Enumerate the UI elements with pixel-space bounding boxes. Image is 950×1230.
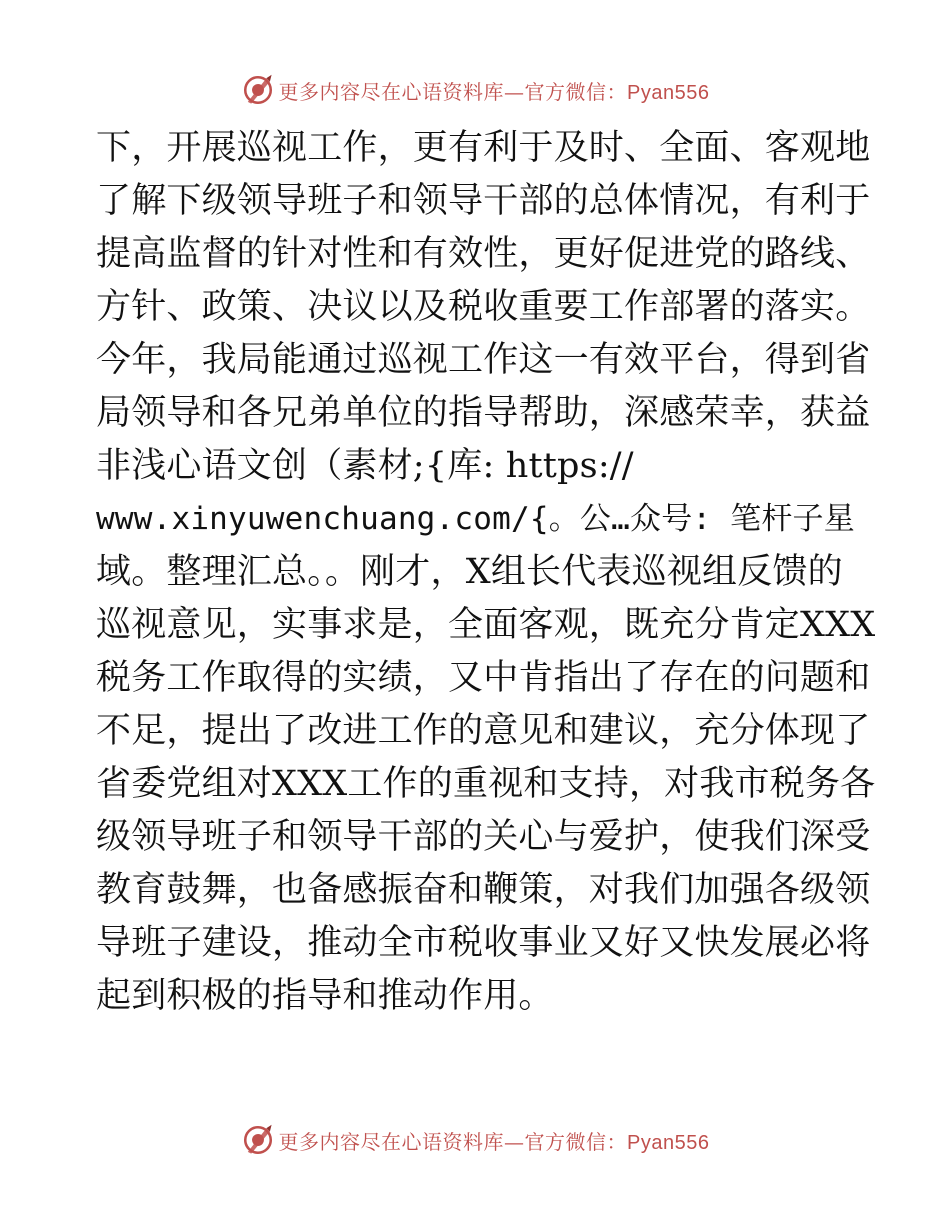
body-line: 下，开展巡视工作，更有利于及时、全面、客观地 xyxy=(96,128,871,168)
body-line: 了解下级领导班子和领导干部的总体情况，有利于 xyxy=(96,181,871,221)
body-line: 级领导班子和领导干部的关心与爱护，使我们深受 xyxy=(96,817,871,857)
quill-seal-logo-icon xyxy=(241,1123,275,1157)
banner-wechat-id: Pyan556 xyxy=(627,81,710,104)
body-line: 非浅心语文创（素材;{库: https:// xyxy=(96,446,634,486)
body-line-url: www.xinyuwenchuang.com/{。公…众号: 笔杆子星 xyxy=(96,501,855,537)
body-line: 方针、政策、决议以及税收重要工作部署的落实。 xyxy=(96,287,871,327)
body-line: 起到积极的指导和推动作用。 xyxy=(96,976,554,1016)
banner-slogan: 更多内容尽在心语资料库—官方微信： xyxy=(278,1129,628,1154)
body-line: 导班子建设，推动全市税收事业又好又快发展必将 xyxy=(96,923,871,963)
body-line: 今年，我局能通过巡视工作这一有效平台，得到省 xyxy=(96,340,871,380)
body-line: 税务工作取得的实绩，又中肯指出了存在的问题和 xyxy=(96,658,871,698)
body-line: 提高监督的针对性和有效性，更好促进党的路线、 xyxy=(96,234,871,274)
body-line: 省委党组对XXX工作的重视和支持，对我市税务各 xyxy=(96,764,876,804)
footer-watermark-banner xyxy=(0,1120,950,1160)
banner-wechat-id: Pyan556 xyxy=(627,1131,710,1154)
document-body xyxy=(96,122,876,1023)
quill-seal-logo-icon xyxy=(241,73,275,107)
banner-text xyxy=(279,1126,710,1155)
body-line: 不足，提出了改进工作的意见和建议，充分体现了 xyxy=(96,711,871,751)
banner-text xyxy=(279,76,710,105)
banner-slogan: 更多内容尽在心语资料库—官方微信： xyxy=(278,79,628,104)
body-line: 教育鼓舞，也备感振奋和鞭策，对我们加强各级领 xyxy=(96,870,871,910)
body-line: 局领导和各兄弟单位的指导帮助，深感荣幸，获益 xyxy=(96,393,871,433)
body-line: 巡视意见，实事求是，全面客观，既充分肯定XXX xyxy=(96,605,876,645)
body-line: 域。整理汇总。。刚才，X组长代表巡视组反馈的 xyxy=(96,552,843,592)
header-watermark-banner xyxy=(0,70,950,110)
